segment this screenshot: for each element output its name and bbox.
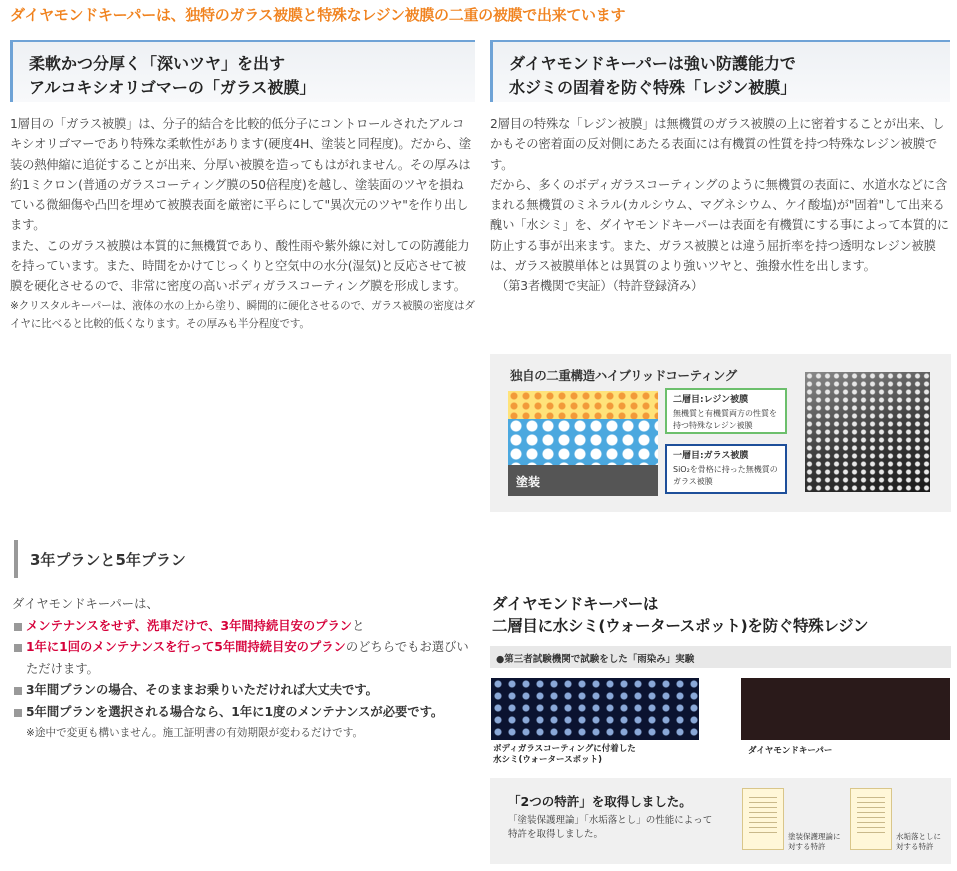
- resin-para-2: だから、多くのボディガラスコーティングのように無機質の表面に、水道水などに含まれる無機質のミネラル(カルシウム、マグネシウム、ケイ酸塩)が"固着"して出来る醜い「水シミ」を、ダイヤモンドキーパーは表面を有機質にする事によって本質的に防止する事が出来ます。また、ガラス被膜とは違う屈折率を持つ透明なレジン被膜は、ガラス被膜単体とは異質のより強いツヤと、強撥水性を出します。: [490, 177, 949, 274]
- certificate-caption-2-line2: 対する特許: [896, 842, 934, 851]
- patent-title: 「2つの特許」を取得しました。: [508, 794, 692, 809]
- plan-item-1-tail: と: [352, 618, 365, 633]
- glass-heading-line2: アルコキシオリゴマーの「ガラス被膜」: [29, 78, 316, 97]
- certificate-caption-1-line2: 対する特許: [788, 842, 826, 851]
- resin-film-section: [490, 40, 950, 297]
- water-spot-caption-line1: ボディガラスコーティングに付着した: [493, 744, 636, 754]
- plan-note: ※途中で変更も構いません。施工証明書の有効期限が変わるだけです。: [26, 727, 364, 739]
- plan-intro: ダイヤモンドキーパーは、: [12, 597, 159, 611]
- water-spot-title: [492, 593, 868, 637]
- plan-item-2-tail: のどちらでもお選びいただけます。: [26, 640, 469, 676]
- resin-heading-line2: 水ジミの固着を防ぐ特殊「レジン被膜」: [509, 78, 797, 97]
- certificate-caption-2-line1: 水垢落としに: [896, 832, 941, 841]
- certificate-caption-1-line1: 塗装保護理論に: [788, 832, 841, 841]
- hybrid-coating-diagram: [490, 354, 951, 512]
- patent-box: [490, 778, 951, 864]
- plan-item-3: 3年間プランの場合、そのままお乗りいただければ大丈夫です。: [12, 680, 472, 702]
- resin-label-desc: 無機質と有機質両方の性質を持つ特殊なレジン被膜: [673, 409, 777, 430]
- hybrid-title: 独自の二重構造ハイブリッドコーティング: [510, 368, 737, 383]
- glass-para-1: 1層目の「ガラス被膜」は、分子的結合を比較的低分子にコントロールされたアルコキシオリゴマーであり特殊な柔軟性があります(硬度4H、塗装と同程度)。だから、塗装の熱伸縮に追従することが出来、分厚い被膜を造ってもはがれません。その厚みは約1ミクロン(普通のガラスコーティング膜の50倍程度)を越し、塗装面のツヤを損ねている微細傷や凸凹を埋めて被膜表面を厳密に平らにして"異次元のツヤ"を作り出します。: [10, 117, 471, 233]
- plan-item-1-highlight: メンテナンスをせず、洗車だけで、3年間持続目安のプラン: [26, 618, 353, 633]
- patent-sub-line2: 特許を取得しました。: [508, 829, 604, 840]
- resin-label-box: [665, 388, 787, 434]
- resin-film-heading: [490, 40, 950, 102]
- layer-stack: [508, 391, 658, 496]
- glass-label-box: [665, 444, 787, 494]
- plan-item-1: [12, 616, 472, 638]
- resin-heading-line1: ダイヤモンドキーパーは強い防護能力で: [509, 54, 796, 73]
- patent-subtitle: [508, 814, 712, 842]
- page-banner: ダイヤモンドキーパーは、独特のガラス被膜と特殊なレジン被膜の二重の被膜で出来ています: [10, 6, 626, 24]
- plan-item-2-highlight: 1年に1回のメンテナンスを行って5年間持続目安のプラン: [26, 640, 346, 654]
- resin-layer: [508, 391, 658, 419]
- diamond-keeper-photo: [741, 678, 950, 740]
- glass-film-section: [10, 40, 475, 333]
- resin-para-1: 2層目の特殊な「レジン被膜」は無機質のガラス被膜の上に密着することが出来、しかもその密着面の反対側にあたる表面には有機質の性質を持つ特殊なレジン被膜です。: [490, 117, 945, 172]
- rain-test-bar: ●第三者試験機関で試験をした「雨染み」実験: [490, 646, 951, 668]
- plan-body: [12, 594, 472, 745]
- water-spot-title-line1: ダイヤモンドキーパーは: [492, 595, 659, 613]
- water-spot-caption: [493, 744, 636, 766]
- resin-label-title: 二層目:レジン被膜: [673, 395, 749, 405]
- plan-heading: 3年プランと5年プラン: [14, 540, 186, 578]
- glass-heading-line1: 柔軟かつ分厚く「深いツヤ」を出す: [29, 54, 286, 73]
- certificate-caption-2: [896, 832, 941, 852]
- resin-para-3: （第3者機関で実証）（特許登録済み）: [496, 279, 704, 294]
- glass-layer: [508, 419, 658, 465]
- plan-item-2: [12, 637, 472, 680]
- paint-layer: 塗装: [508, 465, 658, 496]
- water-spot-photo: [491, 678, 699, 740]
- patent-sub-line1: 「塗装保護理論」「水垢落とし」の性能によって: [508, 815, 713, 826]
- certificate-caption-1: [788, 832, 841, 852]
- certificate-image-1: [742, 788, 784, 850]
- certificate-image-2: [850, 788, 892, 850]
- glass-label-title: 一層目:ガラス被膜: [673, 451, 749, 461]
- plan-item-4: 5年間プランを選択される場合なら、1年に1度のメンテナンスが必要です。: [12, 702, 472, 724]
- resin-film-body: [490, 114, 950, 297]
- diamond-keeper-caption: ダイヤモンドキーパー: [748, 746, 833, 756]
- glass-film-heading: [10, 40, 475, 102]
- water-beading-photo: [805, 372, 930, 492]
- glass-film-body: [10, 114, 475, 333]
- glass-label-desc: SiO₂を骨格に持った無機質のガラス被膜: [673, 465, 778, 486]
- water-spot-title-line2: 二層目に水シミ(ウォータースポット)を防ぐ特殊レジン: [492, 617, 869, 635]
- water-spot-caption-line2: 水シミ(ウォータースポット): [493, 755, 603, 765]
- glass-para-2: また、このガラス被膜は本質的に無機質であり、酸性雨や紫外線に対しての防護能力を持っています。また、時間をかけてじっくりと空気中の水分(湿気)と反応させて被膜を硬化させるので、非常に密度の高いボディガラスコーティング膜を形成します。: [10, 238, 470, 294]
- glass-note: ※クリスタルキーパーは、液体の水の上から塗り、瞬間的に硬化させるので、ガラス被膜の密度はダイヤに比べると比較的低くなります。その厚みも半分程度です。: [10, 299, 475, 330]
